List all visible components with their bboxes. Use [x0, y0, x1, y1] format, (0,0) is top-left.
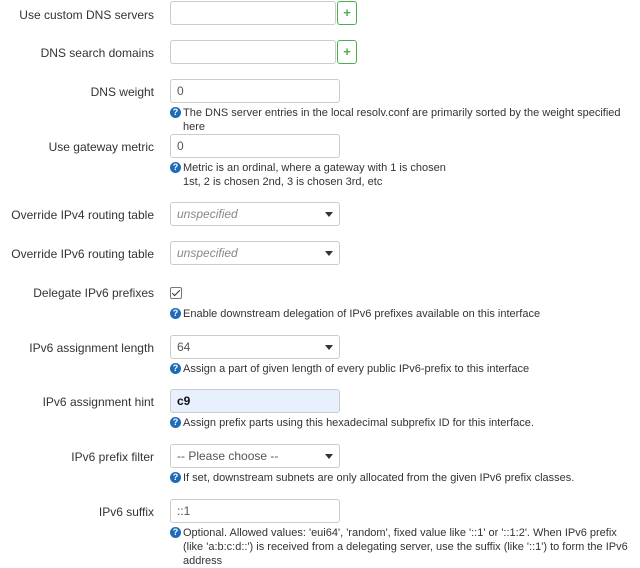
question-circle-icon: ? — [170, 417, 181, 428]
delegate-checkbox[interactable] — [170, 287, 182, 299]
suffix-help — [170, 526, 635, 568]
prefix-filter-help — [170, 471, 635, 485]
chevron-down-icon — [325, 345, 333, 350]
prefix-filter-help-text: If set, downstream subnets are only allocated from the given IPv6 prefix classes. — [183, 472, 575, 484]
gateway-metric-help — [170, 161, 460, 189]
add-search-domain-button[interactable]: + — [337, 40, 357, 64]
gateway-metric-input[interactable]: 0 — [170, 134, 340, 158]
assign-hint-label: IPv6 assignment hint — [42, 395, 154, 409]
assign-length-help-text: Assign a part of given length of every public IPv6-prefix to this interface — [183, 363, 530, 375]
prefix-filter-label: IPv6 prefix filter — [71, 450, 154, 464]
row-suffix — [0, 499, 640, 567]
checkmark-icon — [172, 288, 180, 296]
suffix-input[interactable]: ::1 — [170, 499, 340, 523]
suffix-help-text: Optional. Allowed values: 'eui64', 'random', fixed value like '::1' or '::1:2'. When IPv6 prefix (like 'a:b:c:d::') is received from a delegating server, use the suffix (like '::1') to form the IPv6 address — [183, 527, 628, 567]
prefix-filter-value: -- Please choose -- — [177, 449, 279, 463]
question-circle-icon: ? — [170, 472, 181, 483]
dns-search-label: DNS search domains — [40, 46, 154, 60]
assign-hint-help-text: Assign prefix parts using this hexadecimal subprefix ID for this interface. — [183, 417, 534, 429]
dns-search-input[interactable] — [170, 40, 336, 64]
prefix-filter-select[interactable] — [170, 444, 340, 468]
gateway-metric-label: Use gateway metric — [48, 140, 154, 154]
ipv6-table-select[interactable] — [170, 241, 340, 265]
chevron-down-icon — [325, 251, 333, 256]
dns-weight-label: DNS weight — [90, 85, 154, 99]
question-circle-icon: ? — [170, 363, 181, 374]
question-circle-icon: ? — [170, 107, 181, 118]
add-dns-server-button[interactable]: + — [337, 1, 357, 25]
custom-dns-input[interactable] — [170, 1, 336, 25]
gateway-metric-help-text: Metric is an ordinal, where a gateway with 1 is chosen 1st, 2 is chosen 2nd, 3 is chosen 3rd, etc — [183, 162, 446, 188]
question-circle-icon: ? — [170, 308, 181, 319]
suffix-label: IPv6 suffix — [98, 505, 154, 519]
assign-length-value: 64 — [177, 340, 191, 354]
ipv6-table-label: Override IPv6 routing table — [11, 247, 154, 261]
assign-hint-help — [170, 416, 635, 430]
assign-hint-input[interactable]: c9 — [170, 389, 340, 413]
chevron-down-icon — [325, 212, 333, 217]
assign-length-select[interactable] — [170, 335, 340, 359]
delegate-help-text: Enable downstream delegation of IPv6 prefixes available on this interface — [183, 308, 541, 320]
question-circle-icon: ? — [170, 162, 181, 173]
chevron-down-icon — [325, 454, 333, 459]
ipv6-table-value: unspecified — [177, 246, 238, 260]
ipv4-table-value: unspecified — [177, 207, 238, 221]
custom-dns-label: Use custom DNS servers — [19, 8, 154, 22]
ipv4-table-label: Override IPv4 routing table — [11, 208, 154, 222]
dns-weight-help — [170, 106, 635, 134]
delegate-label: Delegate IPv6 prefixes — [33, 286, 154, 300]
dns-weight-input[interactable]: 0 — [170, 79, 340, 103]
delegate-help — [170, 307, 635, 321]
assign-length-label: IPv6 assignment length — [29, 341, 154, 355]
ipv4-table-select[interactable] — [170, 202, 340, 226]
question-circle-icon: ? — [170, 527, 181, 538]
assign-length-help — [170, 362, 635, 376]
dns-weight-help-text: The DNS server entries in the local resolv.conf are primarily sorted by the weight specified here — [183, 107, 621, 133]
